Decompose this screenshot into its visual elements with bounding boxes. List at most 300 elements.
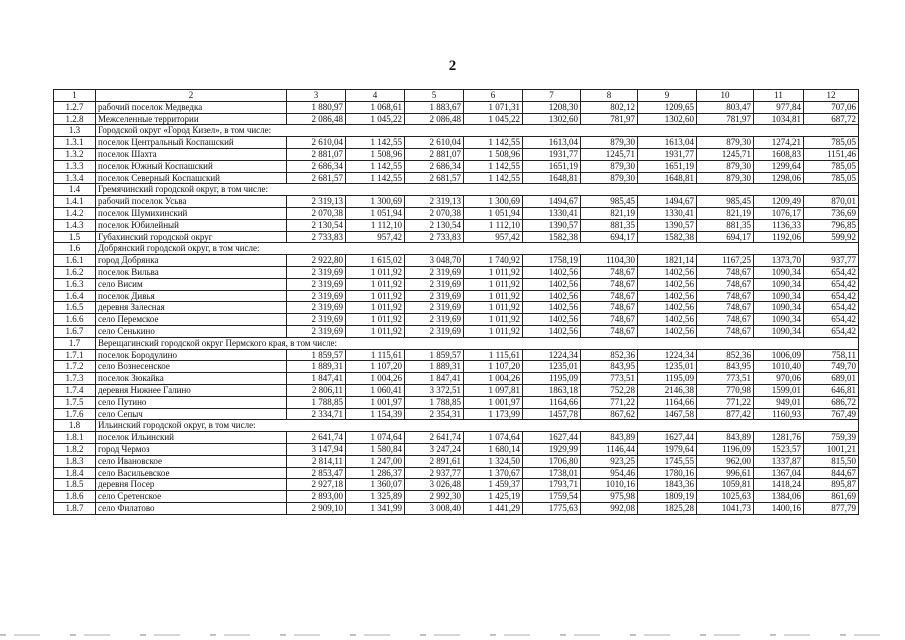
header-cell: 3 bbox=[287, 90, 346, 102]
value-cell: 1402,56 bbox=[523, 290, 581, 302]
value-cell: 1613,04 bbox=[638, 137, 697, 149]
value-cell: 1 004,26 bbox=[346, 373, 405, 385]
value-cell: 821,19 bbox=[697, 207, 754, 219]
value-cell: 2 130,54 bbox=[405, 219, 464, 231]
table-row bbox=[54, 160, 859, 172]
table-group-row bbox=[54, 125, 859, 137]
value-cell: 985,45 bbox=[697, 196, 754, 208]
value-cell: 748,67 bbox=[697, 266, 754, 278]
header-cell: 11 bbox=[754, 90, 804, 102]
value-cell: 781,97 bbox=[697, 113, 754, 125]
value-cell: 781,97 bbox=[581, 113, 638, 125]
table-group-row bbox=[54, 184, 859, 196]
value-cell: 1 173,99 bbox=[464, 408, 523, 420]
value-cell: 1 011,92 bbox=[346, 278, 405, 290]
value-cell: 1274,21 bbox=[754, 137, 804, 149]
value-cell: 2 086,48 bbox=[287, 113, 346, 125]
row-code: 1.3.1 bbox=[54, 137, 96, 149]
table-row bbox=[54, 302, 859, 314]
page-number: 2 bbox=[448, 58, 457, 74]
row-name: село Филатово bbox=[96, 502, 287, 514]
value-cell: 767,49 bbox=[804, 408, 859, 420]
row-code: 1.8.6 bbox=[54, 491, 96, 503]
value-cell: 1 011,92 bbox=[464, 302, 523, 314]
value-cell: 1195,09 bbox=[638, 373, 697, 385]
header-cell: 1 bbox=[54, 90, 96, 102]
value-cell: 1006,09 bbox=[754, 349, 804, 361]
row-name: поселок Дивья bbox=[96, 290, 287, 302]
row-code: 1.4.3 bbox=[54, 219, 96, 231]
value-cell: 895,87 bbox=[804, 479, 859, 491]
value-cell: 1041,73 bbox=[697, 502, 754, 514]
value-cell: 957,42 bbox=[464, 231, 523, 243]
value-cell: 1 508,96 bbox=[464, 148, 523, 160]
value-cell: 773,51 bbox=[697, 373, 754, 385]
value-cell: 1402,56 bbox=[523, 266, 581, 278]
value-cell: 785,05 bbox=[804, 172, 859, 184]
value-cell: 773,51 bbox=[581, 373, 638, 385]
value-cell: 1759,54 bbox=[523, 491, 581, 503]
value-cell: 879,30 bbox=[581, 160, 638, 172]
value-cell: 2 319,69 bbox=[287, 314, 346, 326]
value-cell: 1402,56 bbox=[638, 325, 697, 337]
value-cell: 1 889,31 bbox=[405, 361, 464, 373]
value-cell: 1 740,92 bbox=[464, 255, 523, 267]
table-row bbox=[54, 455, 859, 467]
row-code: 1.8.5 bbox=[54, 479, 96, 491]
row-name: город Чермоз bbox=[96, 443, 287, 455]
value-cell: 748,67 bbox=[581, 325, 638, 337]
row-code: 1.8.3 bbox=[54, 455, 96, 467]
value-cell: 1 788,85 bbox=[405, 396, 464, 408]
value-cell: 870,01 bbox=[804, 196, 859, 208]
value-cell: 1 889,31 bbox=[287, 361, 346, 373]
value-cell: 759,39 bbox=[804, 432, 859, 444]
value-cell: 1 011,92 bbox=[346, 302, 405, 314]
value-cell: 1 074,64 bbox=[346, 432, 405, 444]
value-cell: 843,89 bbox=[697, 432, 754, 444]
value-cell: 954,46 bbox=[581, 467, 638, 479]
header-cell: 7 bbox=[523, 90, 581, 102]
value-cell: 1146,44 bbox=[581, 443, 638, 455]
value-cell: 1302,60 bbox=[638, 113, 697, 125]
table-row bbox=[54, 408, 859, 420]
table-row bbox=[54, 231, 859, 243]
value-cell: 1090,34 bbox=[754, 290, 804, 302]
header-cell: 10 bbox=[697, 90, 754, 102]
table-row bbox=[54, 384, 859, 396]
value-cell: 748,67 bbox=[581, 278, 638, 290]
value-cell: 654,42 bbox=[804, 290, 859, 302]
value-cell: 1 001,97 bbox=[464, 396, 523, 408]
value-cell: 694,17 bbox=[581, 231, 638, 243]
value-cell: 2 814,11 bbox=[287, 455, 346, 467]
value-cell: 1 680,14 bbox=[464, 443, 523, 455]
value-cell: 1 001,97 bbox=[346, 396, 405, 408]
value-cell: 879,30 bbox=[697, 160, 754, 172]
value-cell: 852,36 bbox=[697, 349, 754, 361]
value-cell: 2 686,34 bbox=[405, 160, 464, 172]
table-group-row bbox=[54, 243, 859, 255]
value-cell: 1059,81 bbox=[697, 479, 754, 491]
value-cell: 1608,83 bbox=[754, 148, 804, 160]
table-row bbox=[54, 290, 859, 302]
value-cell: 1209,65 bbox=[638, 101, 697, 113]
group-title: Добрянский городской округ, в том числе: bbox=[96, 243, 859, 255]
value-cell: 1 112,10 bbox=[464, 219, 523, 231]
value-cell: 1 107,20 bbox=[464, 361, 523, 373]
value-cell: 1090,34 bbox=[754, 314, 804, 326]
value-cell: 877,42 bbox=[697, 408, 754, 420]
value-cell: 879,30 bbox=[697, 137, 754, 149]
value-cell: 977,84 bbox=[754, 101, 804, 113]
value-cell: 881,35 bbox=[581, 219, 638, 231]
table-row bbox=[54, 196, 859, 208]
value-cell: 1467,58 bbox=[638, 408, 697, 420]
value-cell: 2 319,69 bbox=[405, 325, 464, 337]
value-cell: 2 070,38 bbox=[287, 207, 346, 219]
table-group-row bbox=[54, 337, 859, 349]
value-cell: 1582,38 bbox=[523, 231, 581, 243]
value-cell: 749,70 bbox=[804, 361, 859, 373]
value-cell: 843,89 bbox=[581, 432, 638, 444]
value-cell: 1402,56 bbox=[523, 278, 581, 290]
value-cell: 844,67 bbox=[804, 467, 859, 479]
value-cell: 748,67 bbox=[697, 314, 754, 326]
value-cell: 1 325,89 bbox=[346, 491, 405, 503]
value-cell: 1 051,94 bbox=[464, 207, 523, 219]
table-row bbox=[54, 325, 859, 337]
value-cell: 1164,66 bbox=[638, 396, 697, 408]
value-cell: 861,69 bbox=[804, 491, 859, 503]
value-cell: 1 011,92 bbox=[464, 278, 523, 290]
value-cell: 2 334,71 bbox=[287, 408, 346, 420]
row-name: деревня Залесная bbox=[96, 302, 287, 314]
value-cell: 1929,99 bbox=[523, 443, 581, 455]
value-cell: 654,42 bbox=[804, 325, 859, 337]
value-cell: 1402,56 bbox=[638, 266, 697, 278]
value-cell: 1245,71 bbox=[697, 148, 754, 160]
value-cell: 748,67 bbox=[581, 266, 638, 278]
row-name: поселок Бородулино bbox=[96, 349, 287, 361]
table-row bbox=[54, 219, 859, 231]
row-code: 1.6.5 bbox=[54, 302, 96, 314]
value-cell: 1 142,55 bbox=[346, 137, 405, 149]
value-cell: 2 681,57 bbox=[405, 172, 464, 184]
value-cell: 748,67 bbox=[697, 302, 754, 314]
value-cell: 2 319,69 bbox=[287, 278, 346, 290]
value-cell: 748,67 bbox=[697, 278, 754, 290]
value-cell: 843,95 bbox=[581, 361, 638, 373]
value-cell: 785,05 bbox=[804, 137, 859, 149]
value-cell: 1494,67 bbox=[638, 196, 697, 208]
row-code: 1.4.1 bbox=[54, 196, 96, 208]
value-cell: 1025,63 bbox=[697, 491, 754, 503]
value-cell: 748,67 bbox=[581, 314, 638, 326]
value-cell: 1402,56 bbox=[523, 314, 581, 326]
row-name: село Вознесенское bbox=[96, 361, 287, 373]
value-cell: 1 011,92 bbox=[346, 266, 405, 278]
value-cell: 2 733,83 bbox=[287, 231, 346, 243]
row-name: город Добрянка bbox=[96, 255, 287, 267]
value-cell: 654,42 bbox=[804, 278, 859, 290]
table-row bbox=[54, 432, 859, 444]
value-cell: 1302,60 bbox=[523, 113, 581, 125]
group-title: Ильинский городской округ, в том числе: bbox=[96, 420, 859, 432]
value-cell: 2 319,69 bbox=[405, 302, 464, 314]
value-cell: 1402,56 bbox=[638, 278, 697, 290]
value-cell: 1 859,57 bbox=[287, 349, 346, 361]
value-cell: 1373,70 bbox=[754, 255, 804, 267]
row-name: Межселенные территории bbox=[96, 113, 287, 125]
row-name: село Васильевское bbox=[96, 467, 287, 479]
value-cell: 1 370,67 bbox=[464, 467, 523, 479]
value-cell: 686,72 bbox=[804, 396, 859, 408]
table-row bbox=[54, 255, 859, 267]
value-cell: 1 324,50 bbox=[464, 455, 523, 467]
value-cell: 1090,34 bbox=[754, 325, 804, 337]
row-code: 1.6.1 bbox=[54, 255, 96, 267]
value-cell: 2 610,04 bbox=[287, 137, 346, 149]
row-name: село Ивановское bbox=[96, 455, 287, 467]
value-cell: 1090,34 bbox=[754, 278, 804, 290]
value-cell: 748,67 bbox=[581, 302, 638, 314]
value-cell: 758,11 bbox=[804, 349, 859, 361]
row-code: 1.6.3 bbox=[54, 278, 96, 290]
row-code: 1.4 bbox=[54, 184, 96, 196]
table-row bbox=[54, 137, 859, 149]
value-cell: 1 068,61 bbox=[346, 101, 405, 113]
value-cell: 1390,57 bbox=[523, 219, 581, 231]
value-cell: 1 883,67 bbox=[405, 101, 464, 113]
value-cell: 1076,17 bbox=[754, 207, 804, 219]
value-cell: 1224,34 bbox=[523, 349, 581, 361]
header-cell: 2 bbox=[96, 90, 287, 102]
value-cell: 687,72 bbox=[804, 113, 859, 125]
value-cell: 3 372,51 bbox=[405, 384, 464, 396]
value-cell: 962,00 bbox=[697, 455, 754, 467]
value-cell: 2 319,69 bbox=[405, 290, 464, 302]
table-row bbox=[54, 361, 859, 373]
value-cell: 1 060,41 bbox=[346, 384, 405, 396]
value-cell: 996,61 bbox=[697, 467, 754, 479]
value-cell: 879,30 bbox=[581, 172, 638, 184]
value-cell: 3 008,40 bbox=[405, 502, 464, 514]
row-name: село Перемское bbox=[96, 314, 287, 326]
value-cell: 1208,30 bbox=[523, 101, 581, 113]
value-cell: 1164,66 bbox=[523, 396, 581, 408]
value-cell: 1 045,22 bbox=[464, 113, 523, 125]
value-cell: 1 097,81 bbox=[464, 384, 523, 396]
value-cell: 2 319,69 bbox=[405, 266, 464, 278]
value-cell: 843,95 bbox=[697, 361, 754, 373]
value-cell: 1843,36 bbox=[638, 479, 697, 491]
row-code: 1.8 bbox=[54, 420, 96, 432]
group-title: Гремячинский городской округ, в том числе: bbox=[96, 184, 859, 196]
value-cell: 1400,16 bbox=[754, 502, 804, 514]
value-cell: 3 048,70 bbox=[405, 255, 464, 267]
value-cell: 1195,09 bbox=[523, 373, 581, 385]
table-row bbox=[54, 491, 859, 503]
row-code: 1.7.4 bbox=[54, 384, 96, 396]
value-cell: 821,19 bbox=[581, 207, 638, 219]
value-cell: 1821,14 bbox=[638, 255, 697, 267]
value-cell: 937,77 bbox=[804, 255, 859, 267]
row-code: 1.5 bbox=[54, 231, 96, 243]
value-cell: 2 881,07 bbox=[405, 148, 464, 160]
value-cell: 1745,55 bbox=[638, 455, 697, 467]
value-cell: 1979,64 bbox=[638, 443, 697, 455]
value-cell: 796,85 bbox=[804, 219, 859, 231]
row-code: 1.3.3 bbox=[54, 160, 96, 172]
value-cell: 1167,25 bbox=[697, 255, 754, 267]
value-cell: 879,30 bbox=[581, 137, 638, 149]
row-name: поселок Центральный Коспашский bbox=[96, 137, 287, 149]
value-cell: 1582,38 bbox=[638, 231, 697, 243]
header-cell: 4 bbox=[346, 90, 405, 102]
row-code: 1.7.3 bbox=[54, 373, 96, 385]
value-cell: 1 341,99 bbox=[346, 502, 405, 514]
value-cell: 1 286,37 bbox=[346, 467, 405, 479]
row-name: село Сенькино bbox=[96, 325, 287, 337]
row-code: 1.6.7 bbox=[54, 325, 96, 337]
value-cell: 1 247,00 bbox=[346, 455, 405, 467]
value-cell: 1384,06 bbox=[754, 491, 804, 503]
value-cell: 1809,19 bbox=[638, 491, 697, 503]
value-cell: 1 011,92 bbox=[346, 290, 405, 302]
value-cell: 1418,24 bbox=[754, 479, 804, 491]
value-cell: 752,28 bbox=[581, 384, 638, 396]
table-row bbox=[54, 314, 859, 326]
value-cell: 1 142,55 bbox=[464, 160, 523, 172]
value-cell: 1931,77 bbox=[523, 148, 581, 160]
row-code: 1.3.4 bbox=[54, 172, 96, 184]
row-name: поселок Вильва bbox=[96, 266, 287, 278]
row-name: село Путино bbox=[96, 396, 287, 408]
row-code: 1.8.7 bbox=[54, 502, 96, 514]
value-cell: 985,45 bbox=[581, 196, 638, 208]
value-cell: 1090,34 bbox=[754, 302, 804, 314]
header-cell: 6 bbox=[464, 90, 523, 102]
value-cell: 2 130,54 bbox=[287, 219, 346, 231]
table-row bbox=[54, 479, 859, 491]
value-cell: 949,01 bbox=[754, 396, 804, 408]
value-cell: 1010,16 bbox=[581, 479, 638, 491]
value-cell: 1 004,26 bbox=[464, 373, 523, 385]
value-cell: 1494,67 bbox=[523, 196, 581, 208]
value-cell: 1010,40 bbox=[754, 361, 804, 373]
value-cell: 1 847,41 bbox=[405, 373, 464, 385]
value-cell: 1 071,31 bbox=[464, 101, 523, 113]
value-cell: 1136,33 bbox=[754, 219, 804, 231]
value-cell: 736,69 bbox=[804, 207, 859, 219]
value-cell: 1 154,39 bbox=[346, 408, 405, 420]
value-cell: 1738,01 bbox=[523, 467, 581, 479]
row-name: поселок Шахта bbox=[96, 148, 287, 160]
value-cell: 2 891,61 bbox=[405, 455, 464, 467]
value-cell: 2 992,30 bbox=[405, 491, 464, 503]
value-cell: 1 115,61 bbox=[346, 349, 405, 361]
row-name: Губахинский городской округ bbox=[96, 231, 287, 243]
value-cell: 2 641,74 bbox=[405, 432, 464, 444]
value-cell: 2 893,00 bbox=[287, 491, 346, 503]
value-cell: 654,42 bbox=[804, 314, 859, 326]
value-cell: 975,98 bbox=[581, 491, 638, 503]
value-cell: 2 086,48 bbox=[405, 113, 464, 125]
row-name: деревня Нижнее Галино bbox=[96, 384, 287, 396]
table-group-row bbox=[54, 420, 859, 432]
value-cell: 2 610,04 bbox=[405, 137, 464, 149]
value-cell: 1 508,96 bbox=[346, 148, 405, 160]
table-row bbox=[54, 207, 859, 219]
row-code: 1.7.6 bbox=[54, 408, 96, 420]
value-cell: 1160,93 bbox=[754, 408, 804, 420]
value-cell: 1775,63 bbox=[523, 502, 581, 514]
row-code: 1.8.4 bbox=[54, 467, 96, 479]
value-cell: 1196,09 bbox=[697, 443, 754, 455]
value-cell: 1235,01 bbox=[523, 361, 581, 373]
table-row bbox=[54, 443, 859, 455]
value-cell: 689,01 bbox=[804, 373, 859, 385]
value-cell: 1 011,92 bbox=[346, 325, 405, 337]
value-cell: 1 011,92 bbox=[464, 290, 523, 302]
value-cell: 654,42 bbox=[804, 266, 859, 278]
value-cell: 1245,71 bbox=[581, 148, 638, 160]
value-cell: 1 880,97 bbox=[287, 101, 346, 113]
value-cell: 1 459,37 bbox=[464, 479, 523, 491]
value-cell: 1 300,69 bbox=[464, 196, 523, 208]
value-cell: 2 922,80 bbox=[287, 255, 346, 267]
value-cell: 2 070,38 bbox=[405, 207, 464, 219]
value-cell: 3 247,24 bbox=[405, 443, 464, 455]
value-cell: 1390,57 bbox=[638, 219, 697, 231]
value-cell: 1 011,92 bbox=[464, 266, 523, 278]
value-cell: 2 319,69 bbox=[287, 290, 346, 302]
value-cell: 2 927,18 bbox=[287, 479, 346, 491]
value-cell: 2 806,11 bbox=[287, 384, 346, 396]
value-cell: 771,22 bbox=[581, 396, 638, 408]
value-cell: 1651,19 bbox=[523, 160, 581, 172]
value-cell: 1299,64 bbox=[754, 160, 804, 172]
value-cell: 2 319,69 bbox=[287, 266, 346, 278]
row-name: село Сепыч bbox=[96, 408, 287, 420]
value-cell: 2 641,74 bbox=[287, 432, 346, 444]
row-code: 1.8.1 bbox=[54, 432, 96, 444]
value-cell: 1 107,20 bbox=[346, 361, 405, 373]
value-cell: 1648,81 bbox=[523, 172, 581, 184]
value-cell: 1330,41 bbox=[638, 207, 697, 219]
table-row bbox=[54, 113, 859, 125]
value-cell: 1 011,92 bbox=[346, 314, 405, 326]
value-cell: 707,06 bbox=[804, 101, 859, 113]
value-cell: 1090,34 bbox=[754, 266, 804, 278]
row-code: 1.7.5 bbox=[54, 396, 96, 408]
group-title: Верещагинский городской округ Пермского края, в том числе: bbox=[96, 337, 859, 349]
value-cell: 2 319,13 bbox=[405, 196, 464, 208]
value-cell: 1104,30 bbox=[581, 255, 638, 267]
value-cell: 2 354,31 bbox=[405, 408, 464, 420]
header-cell: 8 bbox=[581, 90, 638, 102]
row-name: рабочий поселок Усьва bbox=[96, 196, 287, 208]
value-cell: 970,06 bbox=[754, 373, 804, 385]
value-cell: 1 788,85 bbox=[287, 396, 346, 408]
row-code: 1.6 bbox=[54, 243, 96, 255]
value-cell: 1402,56 bbox=[638, 302, 697, 314]
row-code: 1.3.2 bbox=[54, 148, 96, 160]
row-code: 1.2.8 bbox=[54, 113, 96, 125]
value-cell: 1 847,41 bbox=[287, 373, 346, 385]
value-cell: 1793,71 bbox=[523, 479, 581, 491]
